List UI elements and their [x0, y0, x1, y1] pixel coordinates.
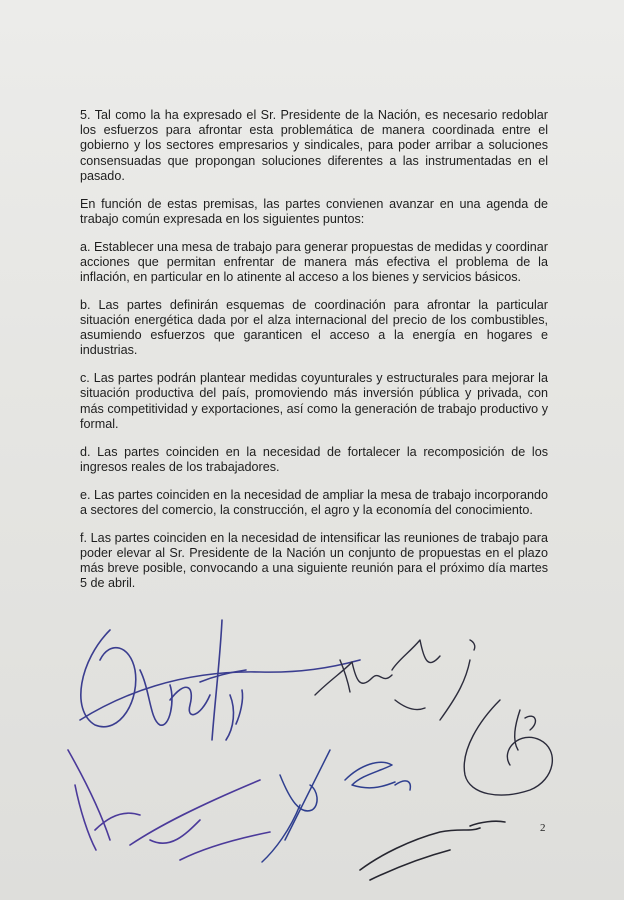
paragraph-d: d. Las partes coinciden en la necesidad de fortalecer la recomposición de los ingresos reales de los trabajadores. — [80, 444, 548, 474]
signature-2 — [315, 640, 475, 720]
signatures-area — [0, 600, 624, 900]
page-number: 2 — [540, 822, 546, 834]
signature-4 — [262, 750, 410, 862]
document-body — [80, 108, 548, 604]
paragraph-a: a. Establecer una mesa de trabajo para generar propuestas de medidas y coordinar acciones que permitan enfrentar de manera más efectiva el problema de la inflación, en particular en lo atinente al acceso a los bienes y servicios básicos. — [80, 239, 548, 285]
paragraph-b: b. Las partes definirán esquemas de coordinación para afrontar la particular situación energética dada por el alza internacional del precio de los combustibles, asumiendo esfuerzos que garanticen el acceso a la energía en hogares e industrias. — [80, 297, 548, 358]
paragraph-c: c. Las partes podrán plantear medidas coyunturales y estructurales para mejorar la situación productiva del país, promoviendo más inversión pública y privada, con más competitividad y exportaciones, así como la generación de trabajo productivo y formal. — [80, 371, 548, 431]
signature-1 — [80, 620, 360, 740]
signature-3 — [68, 750, 270, 860]
paragraph-premises: En función de estas premisas, las partes convienen avanzar en una agenda de trabajo común expresada en los siguientes puntos: — [80, 196, 548, 226]
paragraph-f: f. Las partes coinciden en la necesidad de intensificar las reuniones de trabajo para poder elevar al Sr. Presidente de la Nación un conjunto de propuestas en el plazo más breve posible, convocando a una siguiente reunión para el próximo día martes 5 de abril. — [80, 530, 548, 591]
paragraph-e: e. Las partes coinciden en la necesidad de ampliar la mesa de trabajo incorporando a sectores del comercio, la construcción, el agro y la economía del conocimiento. — [80, 487, 548, 517]
signature-6 — [360, 821, 505, 880]
signature-5 — [464, 700, 552, 795]
paragraph-5: 5. Tal como la ha expresado el Sr. Presidente de la Nación, es necesario redoblar los esfuerzos para afrontar esta problemática de manera coordinada entre el gobierno y los sectores empresarios y sindicales, para poder arribar a soluciones consensuadas que propongan soluciones diferentes a las instrumentadas en el pasado. — [80, 108, 548, 183]
